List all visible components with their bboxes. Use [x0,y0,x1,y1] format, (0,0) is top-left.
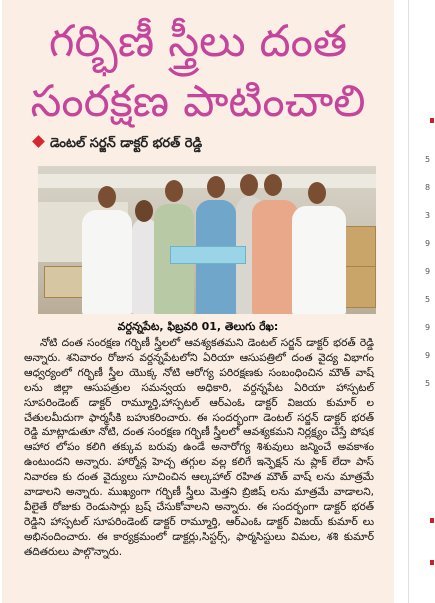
right-column-fragment: 9 [425,267,431,276]
news-photo [38,166,376,314]
right-column-fragment: 9 [425,351,431,360]
right-column-fragment: 9 [425,239,431,248]
right-column-fragment: 5 [425,379,431,388]
right-column-fragment: 5 [425,155,431,164]
edge-marker [430,560,434,565]
edge-marker [430,518,434,523]
byline [34,136,202,154]
diamond-bullet-icon [32,135,45,148]
right-column-fragment: 3 [425,211,431,220]
headline-line-2: సంరక్షణ పాటించాలి [30,76,366,127]
article-body [24,336,374,560]
right-column-fragment: 8 [425,183,431,192]
headline-line-1: గర్భిణీ స్త్రీలు దంత [48,16,348,67]
edge-marker [430,118,434,123]
right-column-fragment: 9 [425,323,431,332]
article-paragraph: నోటి దంత సంరక్షణ గర్భిణీ స్త్రీలలో ఆవశ్యకతమని డెంటల్ సర్జన్ డాక్టర్ భరత్ రెడ్డి అన్నారు. శనివారం రోజున వర్దన్నపేటలోని ఏరియా ఆసుపత్రిలో దంత వైద్య విభాగం ఆధ్వర్యంలో గర్భిణీ స్త్రీల యొక్క నోటి ఆరోగ్య పరిరక్షణకు సంబంధించిన మౌత్ వాష్ లను జిల్లా ఆసుపత్రుల సమన్వయ అధికారి, వర్దన్నపేట ఏరియా హాస్పటల్ సూపరిండెంట్ డాక్టర్ రామ్మూర్తి,హాస్పటల్ ఆర్ఎంఓ డాక్టర్ విజయ కుమార్ ల చేతులమీదుగా ఫార్మసీకి బహుకరించారు. ఈ సందర్భంగా డెంటల్ సర్జన్ డాక్టర్ భరత్ రెడ్డి మాట్లాడుతూ నోటి, దంత సంరక్షణ గర్భిణీ స్త్రీలలో ఆవశ్యకమని నిర్లక్ష్యం చేస్తే పోషక ఆహార లోపం కలిగి తక్కువ బరువు ఉండే అనారోగ్య శిశువులు జన్మించే అవకాశం ఉంటుందని అన్నారు. హార్మోన్ల హెచ్చ తగ్గుల వల్ల కలిగే ఇన్ఫెక్షన్ ను ప్లాక్ లేదా పాస్ నివారణ కు దంత వైద్యులు సూచించిన ఆల్కహాల్ రహిత మౌత్ వాష్ లను మాత్రమే వాడాలని అన్నారు. ముఖ్యంగా గర్భిణీ స్త్రీలు మెత్తని బ్రిజిష్ లను మాత్రమే వాడాలని, వీలైతే రోజుకు రెండుసార్లు బ్రష్ చేసుకోవాలని అన్నారు. ఈ సందర్భంగా డాక్టర్ భరత్ రెడ్డిని హాస్పటల్ సూపరిండెంట్ డాక్టర్ రామ్మూర్తి, ఆర్ఎంఓ డాక్టర్ విజయ్ కుమార్ లు అభినందించారు. ఈ కార్యక్రమంలో డాక్టర్లు,సిస్టర్స్, ఫార్మసిస్టులు విమల, శశి కుమార్ తదితరులు పాల్గొన్నారు. [24,337,374,558]
column-divider [408,0,409,603]
right-column-fragment: 5 [425,295,431,304]
newspaper-clipping [2,0,394,603]
byline-text: డెంటల్ సర్జన్ డాక్టర్ భరత్ రెడ్డి [50,136,203,151]
dateline: వర్దన్నపేట, ఫిబ్రవరి 01, తెలుగు రేఖ: [117,320,279,333]
